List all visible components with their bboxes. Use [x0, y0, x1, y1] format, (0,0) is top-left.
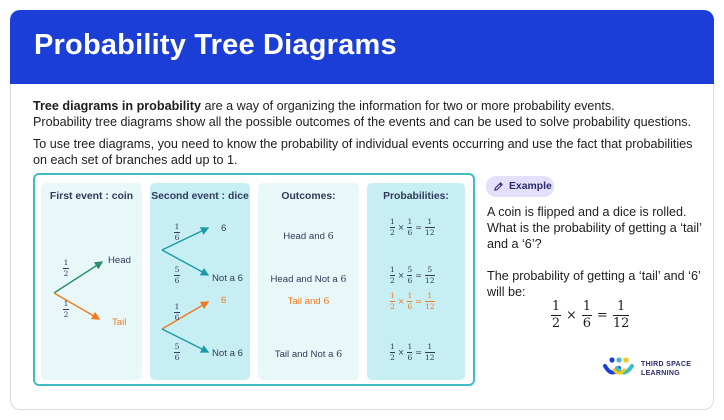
first-event-head-label: Head: [108, 255, 131, 266]
second-event-6-label: 6: [221, 223, 227, 234]
example-question: A coin is flipped and a dice is rolled. What is the probability of getting a ‘tail’ and a ‘6’?: [487, 205, 702, 251]
column-header-second-event: Second event : dice: [151, 191, 249, 202]
probability-row-2: 1 2 × 5 6 = 5 12: [390, 265, 435, 285]
third-space-learning-logo: [602, 356, 712, 386]
outcome-head-not-6: Head and Not a 6: [270, 274, 347, 285]
page-title: Probability Tree Diagrams: [34, 29, 397, 61]
prob-tail-6: 1 6: [174, 302, 180, 322]
probability-row-4: 1 2 × 1 6 = 1 12: [390, 342, 435, 362]
example-answer-expression: 1 2 × 1 6 = 1 12: [551, 299, 630, 331]
prob-head-not-6: 5 6: [174, 265, 180, 285]
tree-diagram: [33, 173, 475, 386]
intro-line2: Probability tree diagrams show all the possible outcomes of the events and can be used to solve probability questions.: [33, 115, 692, 129]
branch-head-6: [162, 228, 208, 250]
branch-tail-not-6: [162, 329, 208, 352]
second-event-tail-not-6-label: Not a 6: [212, 348, 243, 359]
prob-head: 1 2: [63, 258, 69, 278]
second-event-not-6-label: Not a 6: [212, 273, 243, 284]
logo-mark-icon: [602, 356, 636, 380]
intro-bold-lead: Tree diagrams in probability: [33, 99, 201, 113]
example-label: Example: [509, 181, 552, 192]
first-event-tail-label: Tail: [112, 317, 127, 328]
example-badge: [486, 176, 554, 197]
branch-tail: [54, 293, 99, 319]
branch-head-not-6: [162, 250, 208, 275]
outcome-tail-6: Tail and 6: [287, 296, 330, 307]
outcome-tail-not-6: Tail and Not a 6: [274, 349, 343, 360]
header-banner: [10, 10, 714, 84]
outcome-head-6: Head and 6: [283, 231, 334, 242]
logo-text: THIRD SPACE LEARNING: [641, 361, 692, 377]
intro-line1: are a way of organizing the information for two or more probability events.: [200, 99, 615, 113]
intro-paragraph: [33, 98, 691, 130]
second-event-tail-6-label: 6: [221, 295, 227, 306]
instructions-paragraph: To use tree diagrams, you need to know the probability of individual events occurring and use the fact that probabilities on each set of branches add up to 1.: [33, 137, 693, 167]
prob-tail-not-6: 5 6: [174, 342, 180, 362]
probability-row-3: 1 2 × 1 6 = 1 12: [390, 291, 435, 311]
pencil-icon: [493, 181, 504, 192]
column-header-probabilities: Probabilities:: [383, 191, 449, 202]
example-answer-intro: The probability of getting a ‘tail’ and ‘6’ will be:: [487, 269, 701, 299]
branch-tail-6: [162, 302, 208, 329]
branch-head: [54, 262, 102, 293]
column-header-outcomes: Outcomes:: [281, 191, 336, 202]
column-header-first-event: First event : coin: [49, 191, 134, 202]
probability-row-1: 1 2 × 1 6 = 1 12: [390, 217, 435, 237]
prob-tail: 1 2: [63, 299, 69, 319]
prob-head-6: 1 6: [174, 222, 180, 242]
